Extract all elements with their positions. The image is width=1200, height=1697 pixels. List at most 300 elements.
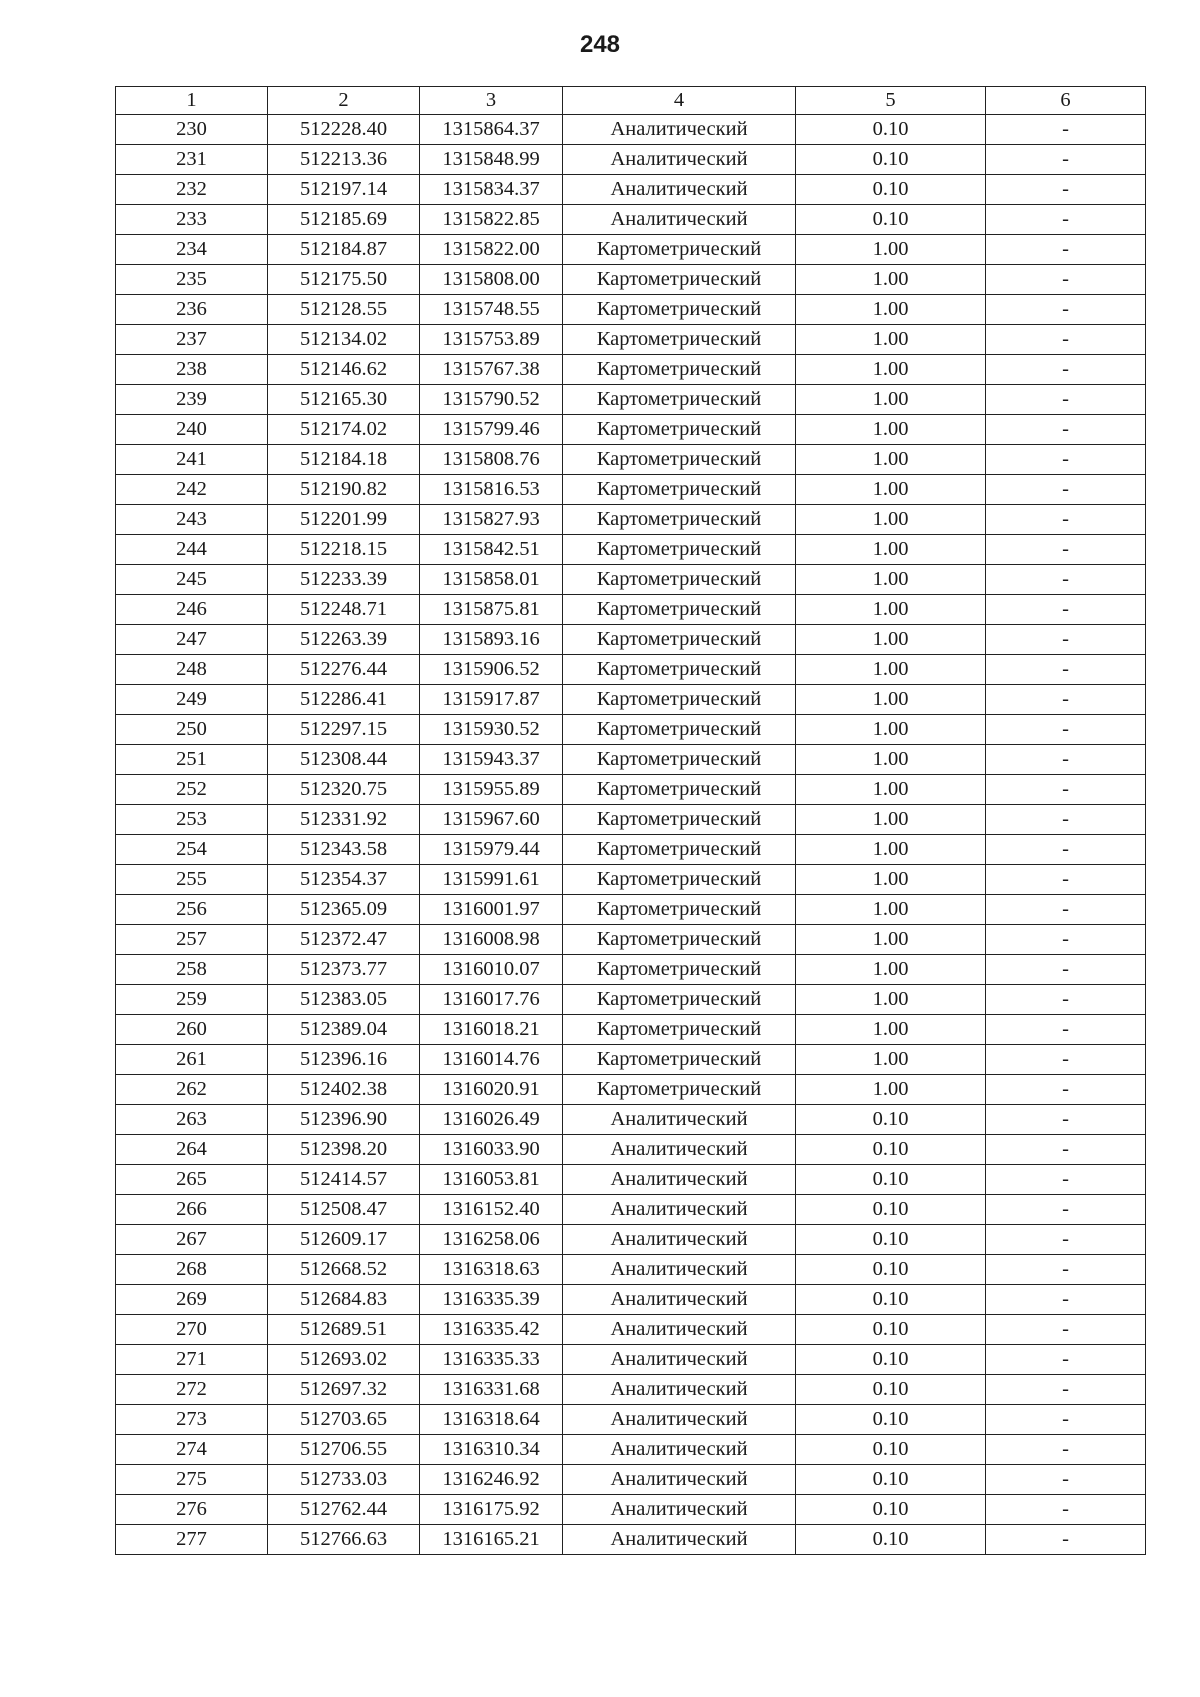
x-coordinate-cell: 512414.57 <box>268 1165 420 1195</box>
description-cell: - <box>986 745 1146 775</box>
y-coordinate-cell: 1316165.21 <box>420 1525 563 1555</box>
x-coordinate-cell: 512190.82 <box>268 475 420 505</box>
y-coordinate-cell: 1316053.81 <box>420 1165 563 1195</box>
description-cell: - <box>986 445 1146 475</box>
table-row <box>116 205 1146 235</box>
point-number-cell: 277 <box>116 1525 268 1555</box>
accuracy-cell: 1.00 <box>796 295 986 325</box>
description-cell: - <box>986 1195 1146 1225</box>
method-cell: Аналитический <box>563 1255 796 1285</box>
point-number-cell: 257 <box>116 925 268 955</box>
y-coordinate-cell: 1315864.37 <box>420 115 563 145</box>
method-cell: Картометрический <box>563 835 796 865</box>
accuracy-cell: 1.00 <box>796 985 986 1015</box>
header-row <box>116 87 1146 115</box>
point-number-cell: 269 <box>116 1285 268 1315</box>
accuracy-cell: 1.00 <box>796 535 986 565</box>
accuracy-cell: 1.00 <box>796 1075 986 1105</box>
y-coordinate-cell: 1315767.38 <box>420 355 563 385</box>
y-coordinate-cell: 1316335.39 <box>420 1285 563 1315</box>
description-cell: - <box>986 1285 1146 1315</box>
description-cell: - <box>986 1225 1146 1255</box>
column-header-3: 3 <box>420 87 563 115</box>
accuracy-cell: 1.00 <box>796 895 986 925</box>
description-cell: - <box>986 775 1146 805</box>
accuracy-cell: 1.00 <box>796 235 986 265</box>
method-cell: Картометрический <box>563 745 796 775</box>
y-coordinate-cell: 1316010.07 <box>420 955 563 985</box>
point-number-cell: 267 <box>116 1225 268 1255</box>
table-row <box>116 1405 1146 1435</box>
table-row <box>116 475 1146 505</box>
y-coordinate-cell: 1316026.49 <box>420 1105 563 1135</box>
point-number-cell: 250 <box>116 715 268 745</box>
accuracy-cell: 0.10 <box>796 205 986 235</box>
x-coordinate-cell: 512134.02 <box>268 325 420 355</box>
table-row <box>116 985 1146 1015</box>
method-cell: Картометрический <box>563 715 796 745</box>
method-cell: Аналитический <box>563 1195 796 1225</box>
method-cell: Аналитический <box>563 1375 796 1405</box>
y-coordinate-cell: 1315822.00 <box>420 235 563 265</box>
table-row <box>116 625 1146 655</box>
x-coordinate-cell: 512733.03 <box>268 1465 420 1495</box>
y-coordinate-cell: 1315991.61 <box>420 865 563 895</box>
accuracy-cell: 1.00 <box>796 1015 986 1045</box>
method-cell: Картометрический <box>563 565 796 595</box>
table-row <box>116 1255 1146 1285</box>
method-cell: Аналитический <box>563 1465 796 1495</box>
y-coordinate-cell: 1316318.63 <box>420 1255 563 1285</box>
x-coordinate-cell: 512668.52 <box>268 1255 420 1285</box>
table-row <box>116 1165 1146 1195</box>
description-cell: - <box>986 1075 1146 1105</box>
accuracy-cell: 1.00 <box>796 955 986 985</box>
accuracy-cell: 1.00 <box>796 1045 986 1075</box>
description-cell: - <box>986 1165 1146 1195</box>
y-coordinate-cell: 1316014.76 <box>420 1045 563 1075</box>
accuracy-cell: 0.10 <box>796 1435 986 1465</box>
y-coordinate-cell: 1316033.90 <box>420 1135 563 1165</box>
method-cell: Картометрический <box>563 1075 796 1105</box>
point-number-cell: 240 <box>116 415 268 445</box>
y-coordinate-cell: 1316246.92 <box>420 1465 563 1495</box>
method-cell: Картометрический <box>563 1045 796 1075</box>
table-row <box>116 1285 1146 1315</box>
table-row <box>116 385 1146 415</box>
column-header-4: 4 <box>563 87 796 115</box>
point-number-cell: 272 <box>116 1375 268 1405</box>
method-cell: Картометрический <box>563 355 796 385</box>
accuracy-cell: 1.00 <box>796 865 986 895</box>
table-row <box>116 175 1146 205</box>
y-coordinate-cell: 1315827.93 <box>420 505 563 535</box>
accuracy-cell: 0.10 <box>796 1495 986 1525</box>
y-coordinate-cell: 1315967.60 <box>420 805 563 835</box>
accuracy-cell: 0.10 <box>796 1375 986 1405</box>
y-coordinate-cell: 1316152.40 <box>420 1195 563 1225</box>
description-cell: - <box>986 115 1146 145</box>
point-number-cell: 241 <box>116 445 268 475</box>
accuracy-cell: 1.00 <box>796 715 986 745</box>
table-row <box>116 505 1146 535</box>
y-coordinate-cell: 1315917.87 <box>420 685 563 715</box>
y-coordinate-cell: 1316331.68 <box>420 1375 563 1405</box>
table-row <box>116 595 1146 625</box>
point-number-cell: 243 <box>116 505 268 535</box>
table-row <box>116 745 1146 775</box>
description-cell: - <box>986 565 1146 595</box>
table-body <box>116 115 1146 1555</box>
table-row <box>116 1135 1146 1165</box>
accuracy-cell: 1.00 <box>796 415 986 445</box>
y-coordinate-cell: 1316008.98 <box>420 925 563 955</box>
method-cell: Аналитический <box>563 1345 796 1375</box>
point-number-cell: 270 <box>116 1315 268 1345</box>
y-coordinate-cell: 1316018.21 <box>420 1015 563 1045</box>
description-cell: - <box>986 1135 1146 1165</box>
method-cell: Картометрический <box>563 865 796 895</box>
description-cell: - <box>986 175 1146 205</box>
x-coordinate-cell: 512248.71 <box>268 595 420 625</box>
accuracy-cell: 0.10 <box>796 1345 986 1375</box>
x-coordinate-cell: 512185.69 <box>268 205 420 235</box>
x-coordinate-cell: 512396.16 <box>268 1045 420 1075</box>
accuracy-cell: 1.00 <box>796 655 986 685</box>
point-number-cell: 261 <box>116 1045 268 1075</box>
table-row <box>116 655 1146 685</box>
x-coordinate-cell: 512684.83 <box>268 1285 420 1315</box>
table-row <box>116 805 1146 835</box>
accuracy-cell: 1.00 <box>796 505 986 535</box>
description-cell: - <box>986 415 1146 445</box>
table-row <box>116 1225 1146 1255</box>
table-row <box>116 1105 1146 1135</box>
x-coordinate-cell: 512128.55 <box>268 295 420 325</box>
method-cell: Картометрический <box>563 535 796 565</box>
x-coordinate-cell: 512766.63 <box>268 1525 420 1555</box>
description-cell: - <box>986 385 1146 415</box>
accuracy-cell: 0.10 <box>796 1225 986 1255</box>
accuracy-cell: 0.10 <box>796 1105 986 1135</box>
y-coordinate-cell: 1315955.89 <box>420 775 563 805</box>
point-number-cell: 249 <box>116 685 268 715</box>
accuracy-cell: 0.10 <box>796 1195 986 1225</box>
point-number-cell: 235 <box>116 265 268 295</box>
x-coordinate-cell: 512402.38 <box>268 1075 420 1105</box>
y-coordinate-cell: 1316310.34 <box>420 1435 563 1465</box>
x-coordinate-cell: 512372.47 <box>268 925 420 955</box>
point-number-cell: 245 <box>116 565 268 595</box>
description-cell: - <box>986 715 1146 745</box>
method-cell: Картометрический <box>563 445 796 475</box>
x-coordinate-cell: 512197.14 <box>268 175 420 205</box>
table-row <box>116 775 1146 805</box>
column-header-2: 2 <box>268 87 420 115</box>
method-cell: Картометрический <box>563 685 796 715</box>
table-row <box>116 445 1146 475</box>
y-coordinate-cell: 1315816.53 <box>420 475 563 505</box>
accuracy-cell: 1.00 <box>796 745 986 775</box>
point-number-cell: 247 <box>116 625 268 655</box>
method-cell: Картометрический <box>563 985 796 1015</box>
method-cell: Аналитический <box>563 1225 796 1255</box>
accuracy-cell: 1.00 <box>796 355 986 385</box>
point-number-cell: 258 <box>116 955 268 985</box>
description-cell: - <box>986 145 1146 175</box>
table-row <box>116 325 1146 355</box>
accuracy-cell: 1.00 <box>796 565 986 595</box>
description-cell: - <box>986 205 1146 235</box>
y-coordinate-cell: 1316017.76 <box>420 985 563 1015</box>
description-cell: - <box>986 265 1146 295</box>
accuracy-cell: 0.10 <box>796 1465 986 1495</box>
accuracy-cell: 1.00 <box>796 265 986 295</box>
description-cell: - <box>986 475 1146 505</box>
method-cell: Аналитический <box>563 115 796 145</box>
x-coordinate-cell: 512297.15 <box>268 715 420 745</box>
table-row <box>116 1195 1146 1225</box>
y-coordinate-cell: 1315808.00 <box>420 265 563 295</box>
description-cell: - <box>986 355 1146 385</box>
x-coordinate-cell: 512308.44 <box>268 745 420 775</box>
method-cell: Картометрический <box>563 325 796 355</box>
accuracy-cell: 0.10 <box>796 1285 986 1315</box>
x-coordinate-cell: 512165.30 <box>268 385 420 415</box>
x-coordinate-cell: 512398.20 <box>268 1135 420 1165</box>
x-coordinate-cell: 512706.55 <box>268 1435 420 1465</box>
table-row <box>116 865 1146 895</box>
method-cell: Аналитический <box>563 145 796 175</box>
table-row <box>116 685 1146 715</box>
accuracy-cell: 1.00 <box>796 325 986 355</box>
accuracy-cell: 1.00 <box>796 925 986 955</box>
description-cell: - <box>986 295 1146 325</box>
method-cell: Картометрический <box>563 925 796 955</box>
table-row <box>116 1015 1146 1045</box>
point-number-cell: 236 <box>116 295 268 325</box>
description-cell: - <box>986 955 1146 985</box>
accuracy-cell: 1.00 <box>796 775 986 805</box>
description-cell: - <box>986 985 1146 1015</box>
method-cell: Картометрический <box>563 475 796 505</box>
y-coordinate-cell: 1315848.99 <box>420 145 563 175</box>
point-number-cell: 264 <box>116 1135 268 1165</box>
accuracy-cell: 0.10 <box>796 1255 986 1285</box>
x-coordinate-cell: 512383.05 <box>268 985 420 1015</box>
y-coordinate-cell: 1315943.37 <box>420 745 563 775</box>
point-number-cell: 248 <box>116 655 268 685</box>
description-cell: - <box>986 535 1146 565</box>
accuracy-cell: 0.10 <box>796 1165 986 1195</box>
y-coordinate-cell: 1315790.52 <box>420 385 563 415</box>
point-number-cell: 238 <box>116 355 268 385</box>
method-cell: Картометрический <box>563 295 796 325</box>
accuracy-cell: 0.10 <box>796 115 986 145</box>
accuracy-cell: 1.00 <box>796 685 986 715</box>
x-coordinate-cell: 512373.77 <box>268 955 420 985</box>
method-cell: Картометрический <box>563 655 796 685</box>
point-number-cell: 244 <box>116 535 268 565</box>
description-cell: - <box>986 235 1146 265</box>
y-coordinate-cell: 1315930.52 <box>420 715 563 745</box>
table-row <box>116 895 1146 925</box>
accuracy-cell: 1.00 <box>796 475 986 505</box>
accuracy-cell: 1.00 <box>796 835 986 865</box>
x-coordinate-cell: 512184.87 <box>268 235 420 265</box>
description-cell: - <box>986 805 1146 835</box>
point-number-cell: 231 <box>116 145 268 175</box>
table-row <box>116 1525 1146 1555</box>
y-coordinate-cell: 1316001.97 <box>420 895 563 925</box>
description-cell: - <box>986 895 1146 925</box>
description-cell: - <box>986 685 1146 715</box>
table-row <box>116 535 1146 565</box>
method-cell: Аналитический <box>563 1135 796 1165</box>
x-coordinate-cell: 512508.47 <box>268 1195 420 1225</box>
table-row <box>116 235 1146 265</box>
table-row <box>116 1495 1146 1525</box>
y-coordinate-cell: 1315906.52 <box>420 655 563 685</box>
y-coordinate-cell: 1316335.42 <box>420 1315 563 1345</box>
description-cell: - <box>986 1345 1146 1375</box>
point-number-cell: 271 <box>116 1345 268 1375</box>
method-cell: Картометрический <box>563 955 796 985</box>
description-cell: - <box>986 1045 1146 1075</box>
x-coordinate-cell: 512693.02 <box>268 1345 420 1375</box>
description-cell: - <box>986 1015 1146 1045</box>
point-number-cell: 237 <box>116 325 268 355</box>
description-cell: - <box>986 1465 1146 1495</box>
description-cell: - <box>986 655 1146 685</box>
accuracy-cell: 0.10 <box>796 1405 986 1435</box>
description-cell: - <box>986 1255 1146 1285</box>
method-cell: Аналитический <box>563 1435 796 1465</box>
x-coordinate-cell: 512331.92 <box>268 805 420 835</box>
point-number-cell: 260 <box>116 1015 268 1045</box>
point-number-cell: 268 <box>116 1255 268 1285</box>
point-number-cell: 253 <box>116 805 268 835</box>
description-cell: - <box>986 1375 1146 1405</box>
y-coordinate-cell: 1316175.92 <box>420 1495 563 1525</box>
method-cell: Картометрический <box>563 625 796 655</box>
description-cell: - <box>986 925 1146 955</box>
table-row <box>116 925 1146 955</box>
table-row <box>116 355 1146 385</box>
y-coordinate-cell: 1315799.46 <box>420 415 563 445</box>
x-coordinate-cell: 512320.75 <box>268 775 420 805</box>
table-row <box>116 1435 1146 1465</box>
point-number-cell: 265 <box>116 1165 268 1195</box>
point-number-cell: 262 <box>116 1075 268 1105</box>
point-number-cell: 274 <box>116 1435 268 1465</box>
table-row <box>116 295 1146 325</box>
table-row <box>116 415 1146 445</box>
description-cell: - <box>986 1495 1146 1525</box>
description-cell: - <box>986 1315 1146 1345</box>
x-coordinate-cell: 512703.65 <box>268 1405 420 1435</box>
method-cell: Аналитический <box>563 1105 796 1135</box>
description-cell: - <box>986 835 1146 865</box>
point-number-cell: 259 <box>116 985 268 1015</box>
accuracy-cell: 0.10 <box>796 1525 986 1555</box>
y-coordinate-cell: 1315858.01 <box>420 565 563 595</box>
accuracy-cell: 1.00 <box>796 625 986 655</box>
point-number-cell: 254 <box>116 835 268 865</box>
point-number-cell: 252 <box>116 775 268 805</box>
accuracy-cell: 1.00 <box>796 385 986 415</box>
table-row <box>116 145 1146 175</box>
x-coordinate-cell: 512233.39 <box>268 565 420 595</box>
point-number-cell: 255 <box>116 865 268 895</box>
x-coordinate-cell: 512689.51 <box>268 1315 420 1345</box>
y-coordinate-cell: 1315748.55 <box>420 295 563 325</box>
description-cell: - <box>986 625 1146 655</box>
accuracy-cell: 0.10 <box>796 145 986 175</box>
y-coordinate-cell: 1315834.37 <box>420 175 563 205</box>
accuracy-cell: 1.00 <box>796 595 986 625</box>
method-cell: Картометрический <box>563 805 796 835</box>
method-cell: Картометрический <box>563 1015 796 1045</box>
page-number: 248 <box>579 31 621 58</box>
y-coordinate-cell: 1316258.06 <box>420 1225 563 1255</box>
point-number-cell: 251 <box>116 745 268 775</box>
y-coordinate-cell: 1315979.44 <box>420 835 563 865</box>
table-row <box>116 1465 1146 1495</box>
method-cell: Картометрический <box>563 775 796 805</box>
y-coordinate-cell: 1315875.81 <box>420 595 563 625</box>
x-coordinate-cell: 512762.44 <box>268 1495 420 1525</box>
point-number-cell: 256 <box>116 895 268 925</box>
point-number-cell: 266 <box>116 1195 268 1225</box>
description-cell: - <box>986 1435 1146 1465</box>
x-coordinate-cell: 512213.36 <box>268 145 420 175</box>
table-header <box>116 87 1146 115</box>
x-coordinate-cell: 512201.99 <box>268 505 420 535</box>
description-cell: - <box>986 865 1146 895</box>
table-row <box>116 265 1146 295</box>
method-cell: Аналитический <box>563 1165 796 1195</box>
column-header-5: 5 <box>796 87 986 115</box>
accuracy-cell: 0.10 <box>796 1135 986 1165</box>
description-cell: - <box>986 1525 1146 1555</box>
point-number-cell: 275 <box>116 1465 268 1495</box>
table-row <box>116 1075 1146 1105</box>
x-coordinate-cell: 512354.37 <box>268 865 420 895</box>
table-row <box>116 1045 1146 1075</box>
accuracy-cell: 0.10 <box>796 1315 986 1345</box>
method-cell: Картометрический <box>563 415 796 445</box>
x-coordinate-cell: 512228.40 <box>268 115 420 145</box>
point-number-cell: 276 <box>116 1495 268 1525</box>
y-coordinate-cell: 1315822.85 <box>420 205 563 235</box>
description-cell: - <box>986 595 1146 625</box>
column-header-1: 1 <box>116 87 268 115</box>
y-coordinate-cell: 1316020.91 <box>420 1075 563 1105</box>
coordinates-table <box>115 86 1146 1555</box>
accuracy-cell: 1.00 <box>796 805 986 835</box>
table-row <box>116 1315 1146 1345</box>
method-cell: Аналитический <box>563 1525 796 1555</box>
x-coordinate-cell: 512389.04 <box>268 1015 420 1045</box>
x-coordinate-cell: 512146.62 <box>268 355 420 385</box>
y-coordinate-cell: 1315808.76 <box>420 445 563 475</box>
point-number-cell: 232 <box>116 175 268 205</box>
method-cell: Аналитический <box>563 205 796 235</box>
method-cell: Аналитический <box>563 1495 796 1525</box>
x-coordinate-cell: 512218.15 <box>268 535 420 565</box>
description-cell: - <box>986 1405 1146 1435</box>
